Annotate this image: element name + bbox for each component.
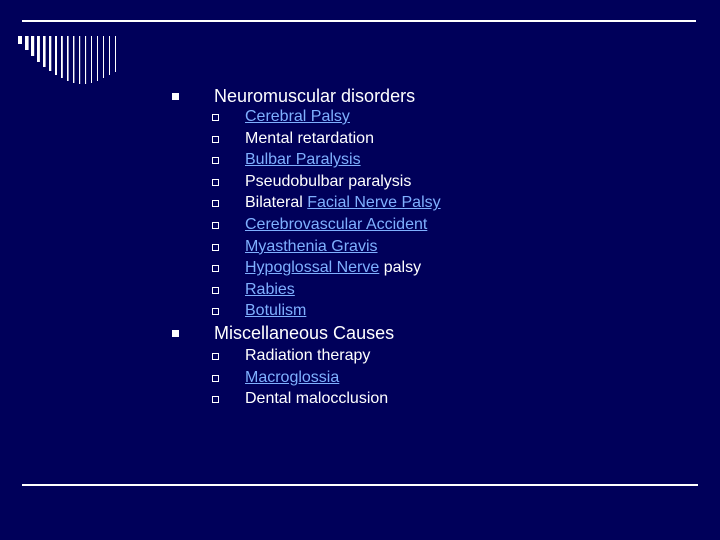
sub-bullet	[212, 265, 219, 272]
list-item	[245, 369, 339, 387]
sub-bullet	[212, 157, 219, 164]
list-item	[245, 130, 374, 148]
item-link[interactable]: Myasthenia Gravis	[245, 237, 378, 255]
sub-bullet	[212, 222, 219, 229]
list-item	[245, 108, 350, 126]
item-link[interactable]: Bulbar Paralysis	[245, 151, 361, 169]
section1-title: Neuromuscular disorders	[214, 86, 416, 106]
item-link[interactable]: Botulism	[245, 302, 307, 320]
sub-bullet	[212, 200, 219, 207]
list-item	[245, 390, 388, 408]
main-bullet	[172, 93, 179, 100]
item-text: Dental malocclusion	[245, 390, 389, 408]
item-link[interactable]: Rabies	[245, 280, 295, 298]
sub-bullet	[212, 179, 219, 186]
sub-bullet	[212, 287, 219, 294]
item-text: Radiation therapy	[245, 347, 371, 364]
list-item	[245, 173, 411, 191]
list-item	[245, 194, 441, 212]
item-link[interactable]: Hypoglossal Nerve	[245, 259, 380, 277]
section2-title: Miscellaneous Causes	[214, 323, 395, 343]
item-text: palsy	[379, 259, 422, 277]
list-item	[245, 259, 421, 277]
sub-bullet	[212, 308, 219, 315]
item-text: Mental retardation	[245, 129, 374, 147]
bottom-rule	[22, 484, 698, 486]
sub-bullet	[212, 114, 219, 121]
list-item	[245, 281, 295, 299]
item-link[interactable]: Cerebral Palsy	[245, 108, 350, 125]
item-link[interactable]: Facial Nerve Palsy	[307, 194, 441, 212]
list-item	[245, 347, 370, 365]
list-item	[245, 151, 361, 169]
sub-bullet	[212, 375, 219, 382]
item-text: Bilateral	[245, 194, 308, 212]
sub-bullet	[212, 353, 219, 360]
sub-bullet	[212, 244, 219, 251]
sub-bullet	[212, 396, 219, 403]
list-item	[245, 216, 427, 234]
item-text: Pseudobulbar paralysis	[245, 172, 412, 190]
item-link[interactable]: Cerebrovascular Accident	[245, 216, 428, 233]
item-link[interactable]: Macroglossia	[245, 368, 340, 386]
list-item	[245, 302, 306, 320]
sub-bullet	[212, 136, 219, 143]
main-bullet	[172, 330, 179, 337]
list-item	[245, 238, 378, 256]
